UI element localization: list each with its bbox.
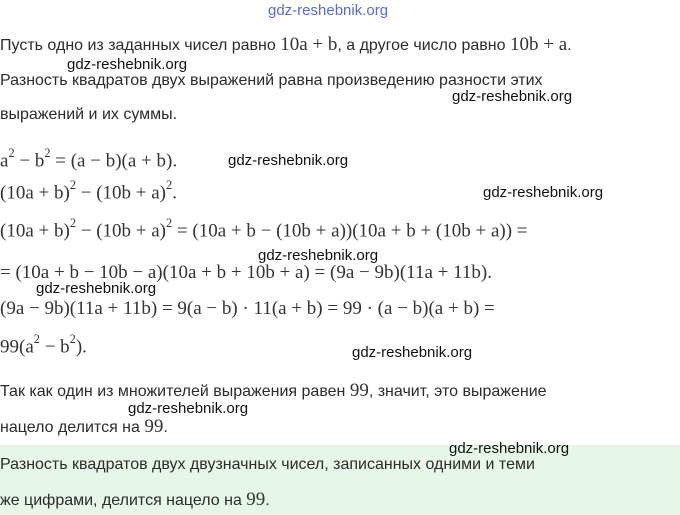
c2-m: 99 bbox=[144, 416, 164, 437]
m5-b: − b bbox=[39, 336, 70, 358]
watermark-3[interactable]: gdz-reshebnik.org bbox=[228, 152, 349, 169]
watermark-top[interactable]: gdz-reshebnik.org bbox=[268, 2, 389, 19]
c2-b: . bbox=[163, 419, 168, 436]
f0-c: = (a − b)(a + b). bbox=[50, 150, 178, 172]
m5-a: 99(a bbox=[0, 336, 34, 358]
f0-b: − b bbox=[14, 150, 45, 172]
intro-line-1 bbox=[0, 34, 572, 56]
conclusion-line-2 bbox=[0, 416, 168, 438]
c1-b: , значит, это выражение bbox=[368, 383, 547, 400]
watermark-4[interactable]: gdz-reshebnik.org bbox=[483, 184, 604, 201]
m2-c: = (10a + b − (10b + a))(10a + b + (10b + a)) = bbox=[172, 220, 528, 242]
formula-difference-of-squares: $a^2 - b^2 = (a - b)(a + b)$. bbox=[0, 146, 178, 172]
f0-a: a bbox=[0, 150, 9, 172]
watermark-9[interactable]: gdz-reshebnik.org bbox=[449, 440, 570, 457]
watermark-2[interactable]: gdz-reshebnik.org bbox=[452, 88, 573, 105]
math-line-4: (9a − 9b)(11a + 11b) = 9(a − b) · 11(a + b) = 99 · (a − b)(a + b) = bbox=[0, 298, 495, 319]
intro-line-3: выражений и их суммы. bbox=[0, 106, 178, 123]
m1-b: − (10b + a) bbox=[75, 182, 167, 204]
intro-text-2: , а другое число равно bbox=[337, 37, 510, 54]
c1-m: 99 bbox=[349, 380, 369, 401]
c1-a: Так как один из множителей выражения равен bbox=[0, 383, 350, 400]
answer-line-1: Разность квадратов двух двузначных чисел, записанных одними и теми bbox=[0, 456, 535, 473]
m5-c: ). bbox=[75, 336, 87, 358]
math-line-1: $(10a + b)^2 - (10b + a)^2$. bbox=[0, 178, 177, 204]
watermark-1[interactable]: gdz-reshebnik.org bbox=[67, 56, 188, 73]
math-line-3: = (10a + b − 10b − a)(10a + b + 10b + a) = (9a − 9b)(11a + 11b). bbox=[0, 262, 492, 283]
expr-10b-plus-a: 10b + a bbox=[509, 34, 568, 55]
watermark-8[interactable]: gdz-reshebnik.org bbox=[128, 400, 249, 417]
intro-period: . bbox=[567, 37, 572, 54]
m2-b: − (10b + a) bbox=[75, 220, 167, 242]
answer-line-2 bbox=[0, 489, 270, 511]
a2-b: . bbox=[265, 492, 270, 509]
watermark-6[interactable]: gdz-reshebnik.org bbox=[36, 280, 157, 297]
a2-a: же цифрами, делится нацело на bbox=[0, 492, 247, 509]
math-line-2: $(10a + b)^2 - (10b + a)^2 = (10a + b - (10b + a))(10a + b + (10b + a))$ = bbox=[0, 216, 528, 242]
m2-a: (10a + b) bbox=[0, 220, 70, 242]
conclusion-line-1 bbox=[0, 380, 547, 402]
expr-10a-plus-b: 10a + b bbox=[280, 34, 338, 55]
intro-line-2: Разность квадратов двух выражений равна произведению разности этих bbox=[0, 72, 543, 89]
math-line-5: $99(a^2 - b^2)$. bbox=[0, 332, 87, 358]
m1-a: (10a + b) bbox=[0, 182, 70, 204]
a2-m: 99 bbox=[246, 489, 266, 510]
c2-a: нацело делится на bbox=[0, 419, 145, 436]
watermark-5[interactable]: gdz-reshebnik.org bbox=[258, 247, 379, 264]
watermark-7[interactable]: gdz-reshebnik.org bbox=[352, 344, 473, 361]
intro-text-1: Пусть одно из заданных чисел равно bbox=[0, 37, 281, 54]
